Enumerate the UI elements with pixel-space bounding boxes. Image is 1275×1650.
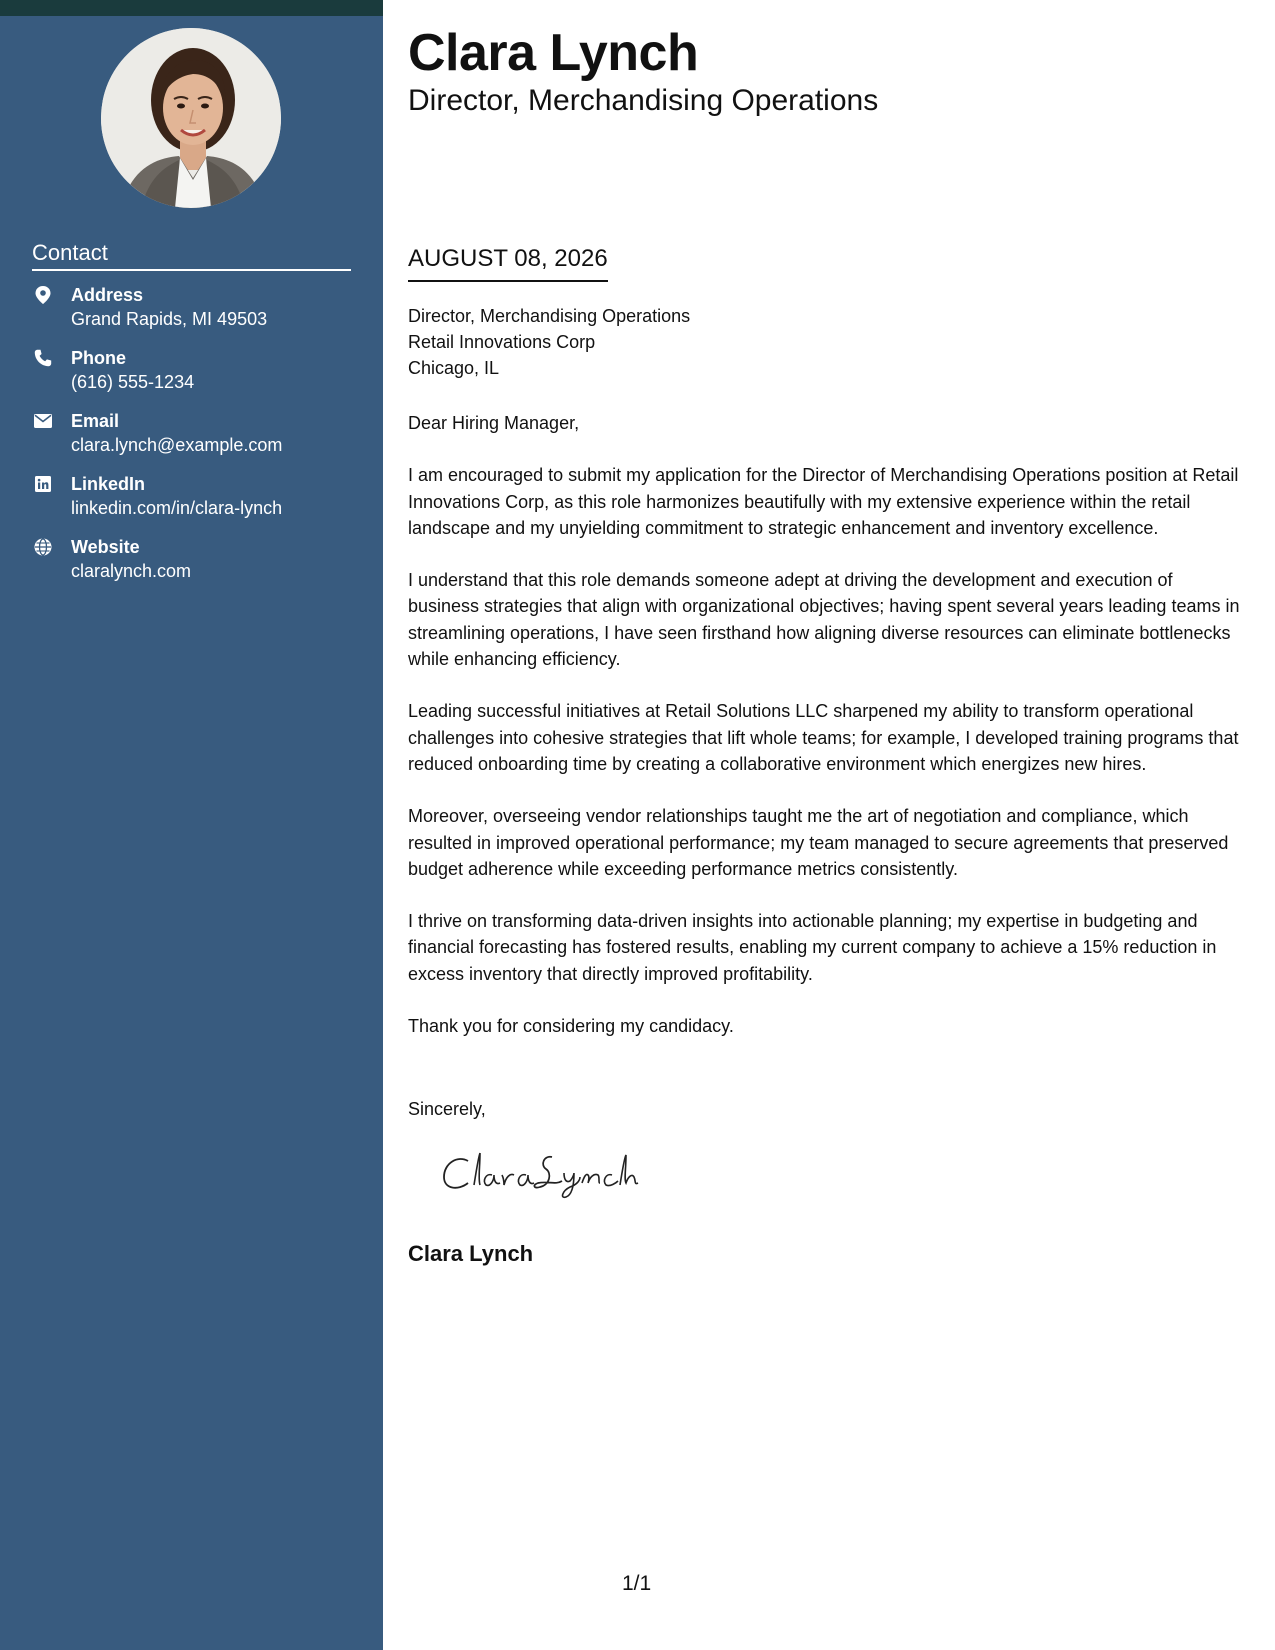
contact-item-address: [32, 283, 362, 346]
signer-name: Clara Lynch: [408, 1241, 534, 1266]
phone-icon: [34, 349, 52, 367]
recipient-block: [408, 303, 690, 381]
contact-item-email: [32, 409, 362, 472]
website-label: Website: [71, 537, 140, 557]
recipient-location: Chicago, IL: [408, 358, 500, 378]
contact-item-website: [32, 535, 362, 598]
linkedin-label: LinkedIn: [71, 474, 146, 494]
letter-body: [408, 410, 1248, 1065]
location-pin-icon: [34, 286, 52, 304]
address-label: Address: [71, 285, 144, 305]
website-value[interactable]: claralynch.com: [71, 561, 192, 581]
applicant-title: Director, Merchandising Operations: [408, 84, 879, 117]
closing: Sincerely,: [408, 1099, 486, 1119]
phone-value: (616) 555-1234: [71, 372, 195, 392]
recipient-position: Director, Merchandising Operations: [408, 306, 691, 326]
profile-photo: [101, 28, 281, 208]
envelope-icon: [34, 412, 52, 430]
linkedin-value[interactable]: linkedin.com/in/clara-lynch: [71, 498, 283, 518]
phone-label: Phone: [71, 348, 127, 368]
globe-icon: [34, 538, 52, 556]
body-paragraph: I understand that this role demands someone adept at driving the development and execution of business strategies that align with organizational objectives; having spent several years leading teams in streamlining operations, I have seen firsthand how aligning diverse resources can eliminate bottlenecks while enhancing efficiency.: [408, 570, 1240, 670]
linkedin-icon: [34, 475, 52, 493]
email-label: Email: [71, 411, 120, 431]
signature: [440, 1145, 640, 1206]
recipient-company: Retail Innovations Corp: [408, 332, 596, 352]
body-paragraph: I am encouraged to submit my application for the Director of Merchandising Operations position at Retail Innovations Corp, as this role harmonizes beautifully with my extensive experience within the retail landscape and my unyielding commitment to strategic enhancement and inventory excellence.: [408, 465, 1239, 538]
contact-item-linkedin: [32, 472, 362, 535]
letter-date: AUGUST 08, 2026: [408, 244, 608, 282]
applicant-name: Clara Lynch: [408, 24, 699, 82]
body-paragraph: I thrive on transforming data-driven insights into actionable planning; my expertise in budgeting and financial forecasting has fostered results, enabling my current company to achieve a 15% reduction in excess inventory that directly improved profitability.: [408, 911, 1217, 984]
body-paragraph: Moreover, overseeing vendor relationships taught me the art of negotiation and compliance, which resulted in improved operational performance; my team managed to secure agreements that preserved budget adherence while exceeding performance metrics consistently.: [408, 806, 1229, 879]
email-value[interactable]: clara.lynch@example.com: [71, 435, 283, 455]
contact-list: [32, 283, 362, 598]
body-paragraph: Leading successful initiatives at Retail Solutions LLC sharpened my ability to transform operational challenges into cohesive strategies that lift whole teams; for example, I developed training programs that reduced onboarding time by creating a collaborative environment which energizes new hires.: [408, 701, 1239, 774]
page-number: 1/1: [622, 1572, 652, 1595]
sidebar-top-bar: [0, 0, 383, 16]
contact-heading: Contact: [32, 240, 351, 271]
salutation: Dear Hiring Manager,: [408, 413, 580, 433]
contact-item-phone: [32, 346, 362, 409]
address-value: Grand Rapids, MI 49503: [71, 309, 268, 329]
body-paragraph: Thank you for considering my candidacy.: [408, 1016, 734, 1037]
sidebar: [0, 0, 383, 1650]
